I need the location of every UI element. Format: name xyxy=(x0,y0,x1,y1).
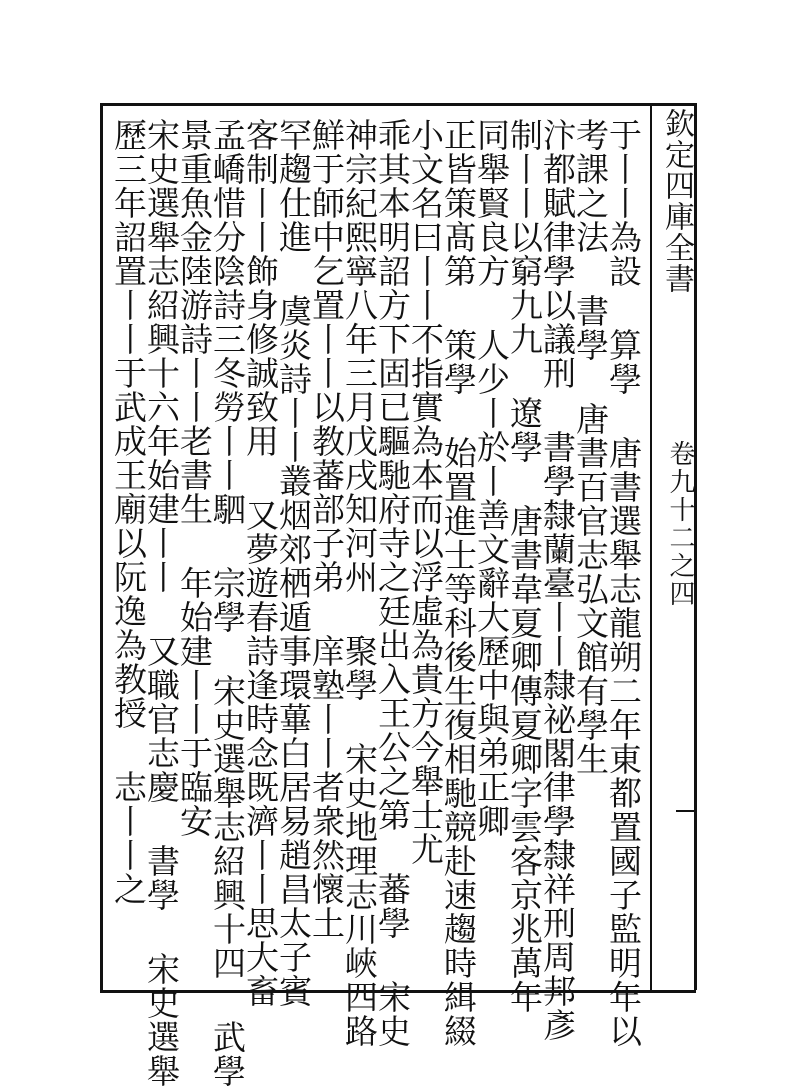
text-column-1: 于丨丨為設 算學 唐書選舉志龍朔二年東都置國子監明年以 xyxy=(604,118,643,1048)
text-column-4: 制丨丨以窮九九 遼學 唐書韋夏卿傳夏卿字雲客京兆萬年 xyxy=(505,118,544,1014)
text-column-12: 客制丨丨飾身修誠致用 又夢遊春詩逢時念既濟丨丨思大畜 xyxy=(241,118,280,1008)
text-column-14: 景重魚金陸游詩丨丨老書生 年始建丨丨于臨安 xyxy=(175,118,214,838)
text-column-9: 神宗紀熙寧八年三月戊戌知河州 聚學 宋史地理志川峽四路 xyxy=(340,118,379,1048)
left-border-rule xyxy=(100,103,103,990)
text-column-6: 正皆策髙第 策學 始置進士等科後生復相馳競赴速趨時緝綴 xyxy=(439,118,478,1048)
text-column-7: 小文名曰丨丨不指實為本而以浮虛為貴方今舉士尤 xyxy=(406,118,445,866)
text-column-5: 同舉賢良方 人少丨於丨善文辭大歷中與弟正卿 xyxy=(472,118,511,838)
text-column-10: 鮮于師中乞置丨丨以教蕃部子弟 庠塾丨丨者衆然懷土 xyxy=(307,118,346,940)
juan-tick-rule xyxy=(676,810,696,812)
text-column-3: 汴都賦律學以議刑 書學隸蘭臺丨丨隸祕閣律學隸祥刑周邦彥 xyxy=(538,118,577,1042)
text-column-15: 宋史選舉志紹興十六年始建丨丨 又職官志慶 書學 宋史選舉 xyxy=(142,118,181,1088)
text-column-13: 孟嶠惜分陰詩三冬勞丨丨駟 宗學 宋史選舉志紹興十四 武學 xyxy=(208,118,247,1088)
book-title: 欽定四庫全書 xyxy=(659,108,694,294)
juan-label: 卷九十二之四 xyxy=(665,440,695,608)
text-column-16: 歷三年詔置丨丨于武成王廟以阮逸為教授 志丨丨之 xyxy=(109,118,148,906)
text-column-2: 考課之法 書學 唐書百官志弘文館有學生 xyxy=(571,118,610,776)
header-divider-rule xyxy=(650,103,652,990)
text-column-8: 乖其本明詔方下固已驅馳府寺之廷出入王公之第 蕃學 宋史 xyxy=(373,118,412,1048)
text-column-11: 罕趨仕進 虞炎詩丨丨叢烟郊栖遁事環蓽白居易趙昌太子賓 xyxy=(274,118,313,1008)
